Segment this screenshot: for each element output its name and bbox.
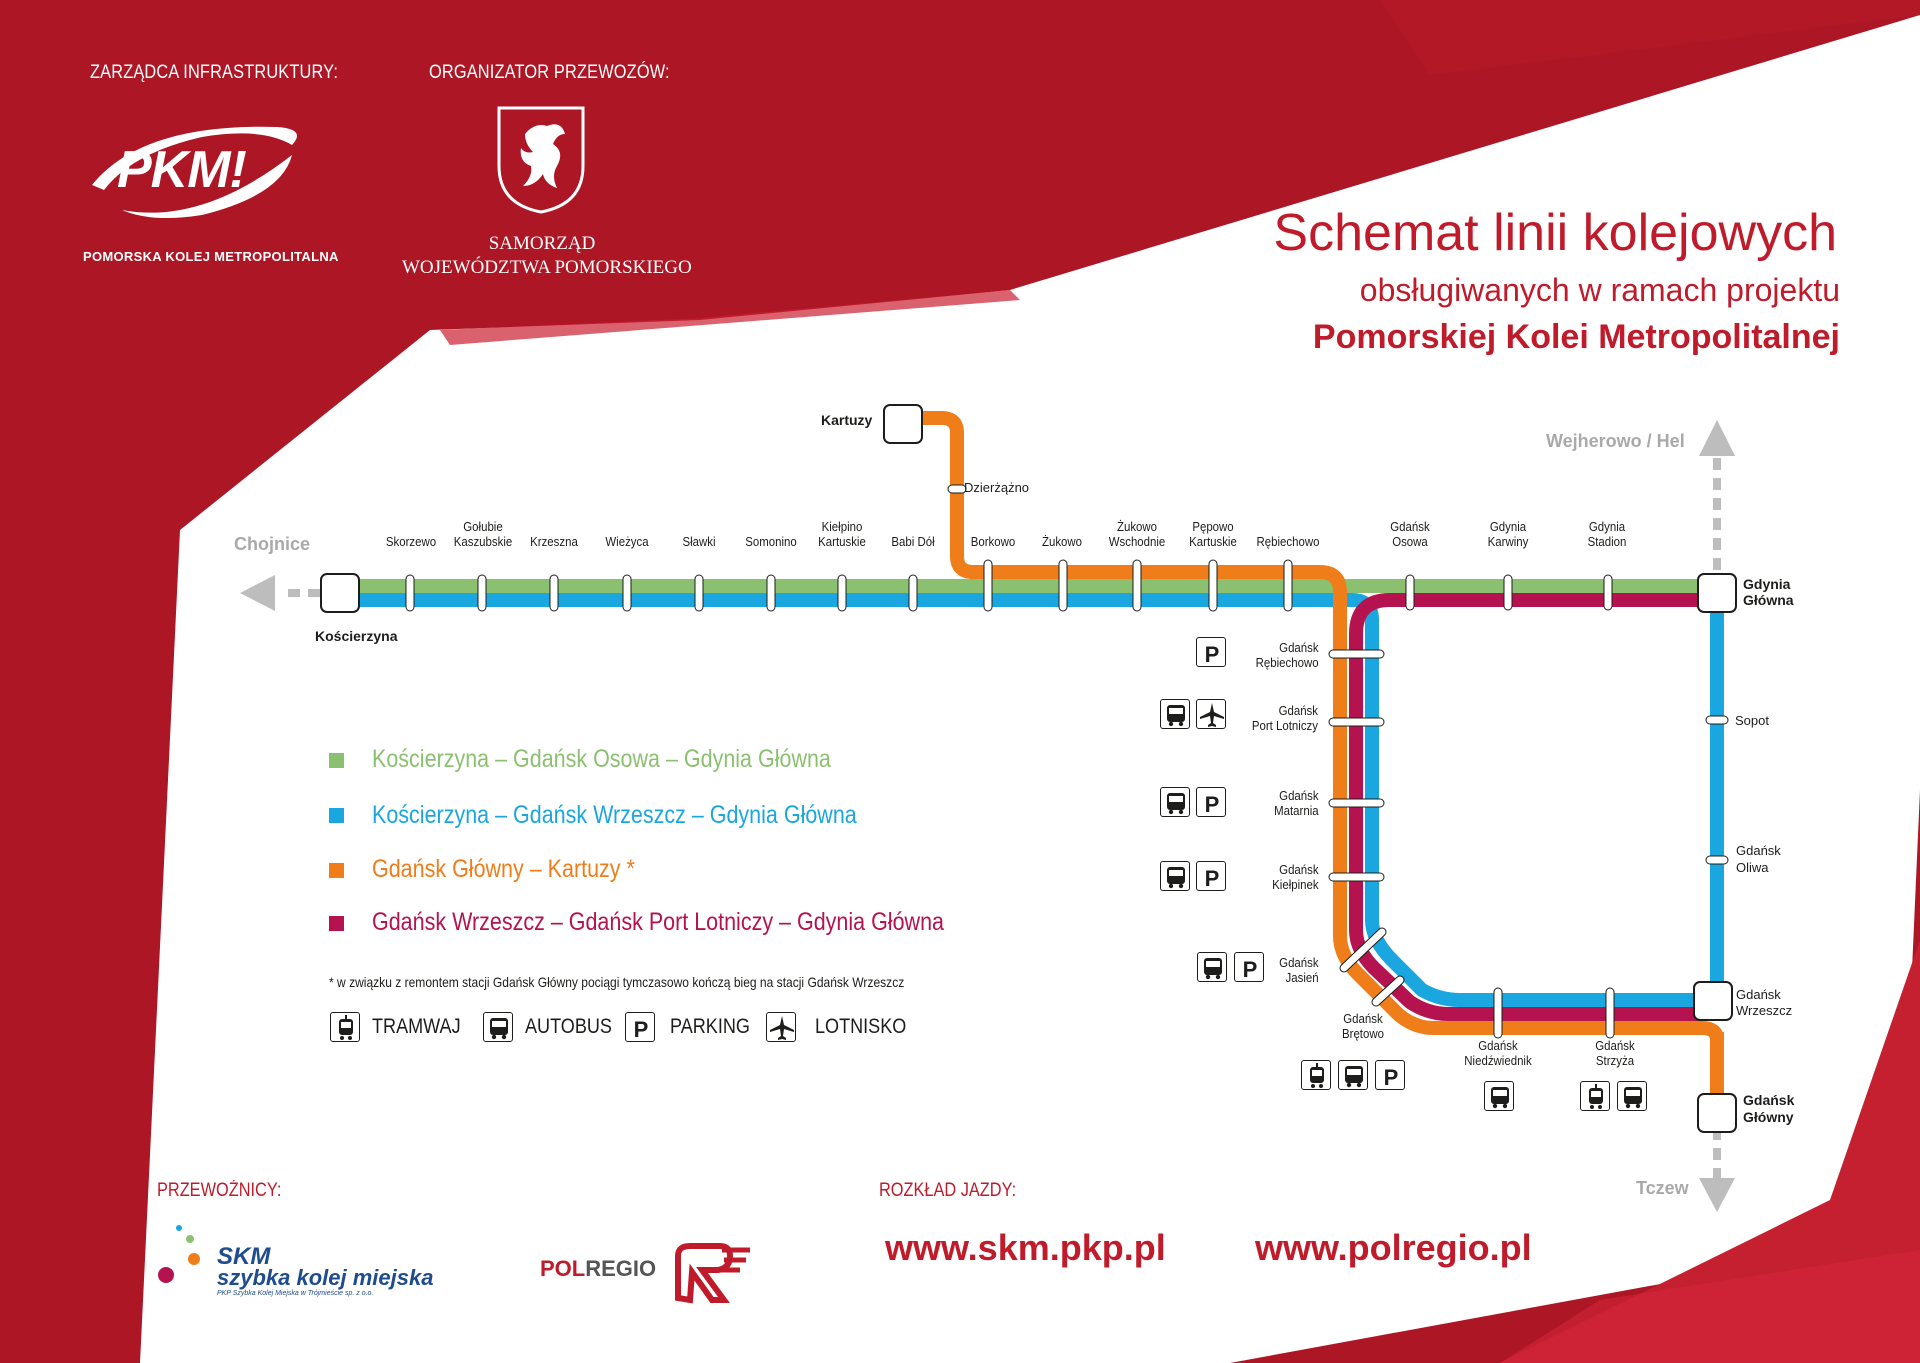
station-label: Żukowo Wschodnie — [1108, 519, 1166, 549]
station-label: Borkowo — [970, 534, 1016, 549]
blue-line — [340, 600, 1717, 1000]
svg-text:P: P — [1204, 866, 1220, 891]
bus-icon — [1484, 1081, 1514, 1111]
direction-tczew: Tczew — [1636, 1178, 1689, 1198]
direction-wejherowo: Wejherowo / Hel — [1546, 431, 1685, 451]
kartuzy-terminal — [884, 405, 922, 443]
legend-crimson-swatch — [329, 916, 344, 931]
gdynia-glowna-terminal — [1698, 574, 1736, 612]
station-label: Pępowo Kartuskie — [1189, 519, 1237, 549]
station-koscierzyna: Kościerzyna — [315, 628, 398, 644]
station-label: Gdańsk Brętowo — [1342, 1011, 1384, 1041]
bus-icon — [483, 1012, 513, 1042]
crimson-line — [1356, 600, 1717, 1014]
samorzad-line1: SAMORZĄD — [488, 233, 596, 254]
url-skm-link[interactable]: www.skm.pkp.pl — [885, 1227, 1166, 1268]
svg-text:P: P — [1242, 957, 1258, 982]
legend-parking-label: PARKING — [670, 1015, 750, 1038]
station-wrzeszcz-l1: Gdańsk — [1736, 987, 1781, 1002]
skm-subtitle: PKP Szybka Kolej Miejska w Trójmieście sp. z o.o. — [217, 1290, 374, 1297]
station-gdynia-glowna-l2: Główna — [1743, 592, 1794, 608]
skm-logo-dots-icon — [150, 1222, 210, 1292]
polregio-logo-text: POLREGIO — [540, 1256, 657, 1281]
station-label: Gołubie Kaszubskie — [453, 519, 513, 549]
station-dzierzazno: Dzierżążno — [964, 480, 1030, 495]
polregio-emblem-icon — [664, 1238, 754, 1308]
station-oliwa-l1: Gdańsk — [1736, 843, 1781, 858]
station-label: Gdańsk Osowa — [1390, 519, 1430, 549]
bus-icon — [1160, 787, 1190, 817]
svg-text:P: P — [1383, 1065, 1399, 1090]
pkm-subtitle: POMORSKA KOLEJ METROPOLITALNA — [83, 249, 339, 264]
station-label: Gdańsk Jasień — [1279, 955, 1319, 985]
legend-note: * w związku z remontem stacji Gdańsk Główny pociągi tymczasowo kończą bieg na stacji Gdańsk Wrzeszcz — [329, 974, 905, 990]
tram-icon — [330, 1012, 360, 1042]
station-glowny-l1: Gdańsk — [1743, 1092, 1795, 1108]
timetable-label: ROZKŁAD JAZDY: — [879, 1180, 1017, 1201]
parking-icon — [1234, 952, 1264, 982]
station-label: Gdańsk Rębiechowo — [1255, 640, 1319, 670]
station-wrzeszcz-l2: Wrzeszcz — [1736, 1003, 1793, 1018]
legend-bus-label: AUTOBUS — [525, 1015, 612, 1038]
infra-label: ZARZĄDCA INFRASTRUKTURY: — [90, 62, 339, 83]
gdansk-wrzeszcz-terminal — [1694, 982, 1732, 1020]
title-line3: Pomorskiej Kolei Metropolitalnej — [1312, 318, 1840, 356]
station-label: Gdańsk Matarnia — [1274, 788, 1319, 818]
parking-icon — [625, 1012, 655, 1042]
legend-green-swatch — [329, 753, 344, 768]
wejherowo-arrow-icon — [1699, 420, 1735, 578]
pkm-logo-text: PKM! — [117, 141, 246, 199]
parking-icon — [1375, 1060, 1405, 1090]
station-label: Krzeszna — [530, 534, 578, 549]
station-label: Kiełpino Kartuskie — [818, 519, 866, 549]
legend-orange-swatch — [329, 863, 344, 878]
parking-icon — [1196, 861, 1226, 891]
gdansk-glowny-terminal — [1698, 1094, 1736, 1132]
samorzad-line2: WOJEWÓDZTWA POMORSKIEGO — [402, 257, 692, 278]
station-label: Żukowo — [1041, 534, 1083, 549]
bus-icon — [1160, 699, 1190, 729]
station-sopot: Sopot — [1735, 713, 1769, 728]
station-label: Rębiechowo — [1256, 534, 1320, 549]
station-label: Wieżyca — [605, 534, 649, 549]
url-polregio-link[interactable]: www.polregio.pl — [1255, 1227, 1532, 1268]
station-label: Gdańsk Port Lotniczy — [1251, 703, 1318, 733]
legend-orange: Gdańsk Główny – Kartuzy * — [372, 855, 635, 883]
legend-blue: Kościerzyna – Gdańsk Wrzeszcz – Gdynia Główna — [372, 801, 857, 829]
station-label: Gdynia Stadion — [1587, 519, 1627, 549]
legend-crimson: Gdańsk Wrzeszcz – Gdańsk Port Lotniczy – Gdynia Główna — [372, 908, 944, 936]
station-glowny-l2: Główny — [1743, 1109, 1794, 1125]
station-oliwa-l2: Oliwa — [1736, 860, 1769, 875]
legend-blue-swatch — [329, 808, 344, 823]
station-label: Babi Dół — [891, 534, 935, 549]
station-gdynia-glowna-l1: Gdynia — [1743, 576, 1791, 592]
skm-name: szybka kolej miejska — [217, 1265, 434, 1290]
organizer-label: ORGANIZATOR PRZEWOZÓW: — [429, 62, 670, 83]
station-kartuzy: Kartuzy — [821, 412, 873, 428]
skm-logo-text: SKM — [217, 1243, 271, 1270]
tram-icon — [1301, 1060, 1331, 1090]
title-line1: Schemat linii kolejowych — [1273, 204, 1837, 262]
tram-icon — [1580, 1081, 1610, 1111]
chojnice-arrow-icon — [240, 575, 320, 611]
bus-icon — [1338, 1060, 1368, 1090]
carriers-label: PRZEWOŹNICY: — [157, 1180, 282, 1201]
station-label: Gdańsk Niedźwiednik — [1464, 1038, 1532, 1068]
svg-text:P: P — [1204, 792, 1220, 817]
parking-icon — [1196, 637, 1226, 667]
airplane-icon — [766, 1012, 796, 1042]
legend-green: Kościerzyna – Gdańsk Osowa – Gdynia Główna — [372, 745, 831, 773]
station-label: Gdańsk Strzyża — [1595, 1038, 1635, 1068]
bus-icon — [1197, 952, 1227, 982]
direction-chojnice: Chojnice — [234, 534, 311, 554]
svg-text:P: P — [633, 1017, 649, 1042]
tczew-arrow-icon — [1699, 1128, 1735, 1212]
airplane-icon — [1196, 699, 1226, 729]
bus-icon — [1617, 1081, 1647, 1111]
station-label: Sławki — [682, 534, 716, 549]
koscierzyna-terminal — [321, 574, 359, 612]
legend-tram-label: TRAMWAJ — [372, 1015, 461, 1038]
bus-icon — [1160, 861, 1190, 891]
legend-airport-label: LOTNISKO — [815, 1015, 907, 1038]
station-label: Gdynia Karwiny — [1487, 519, 1529, 549]
svg-text:P: P — [1204, 642, 1220, 667]
station-label: Skorzewo — [385, 534, 437, 549]
parking-icon — [1196, 787, 1226, 817]
station-label: Somonino — [745, 534, 797, 549]
station-label: Gdańsk Kiełpinek — [1272, 862, 1319, 892]
title-line2: obsługiwanych w ramach projektu — [1359, 272, 1840, 308]
